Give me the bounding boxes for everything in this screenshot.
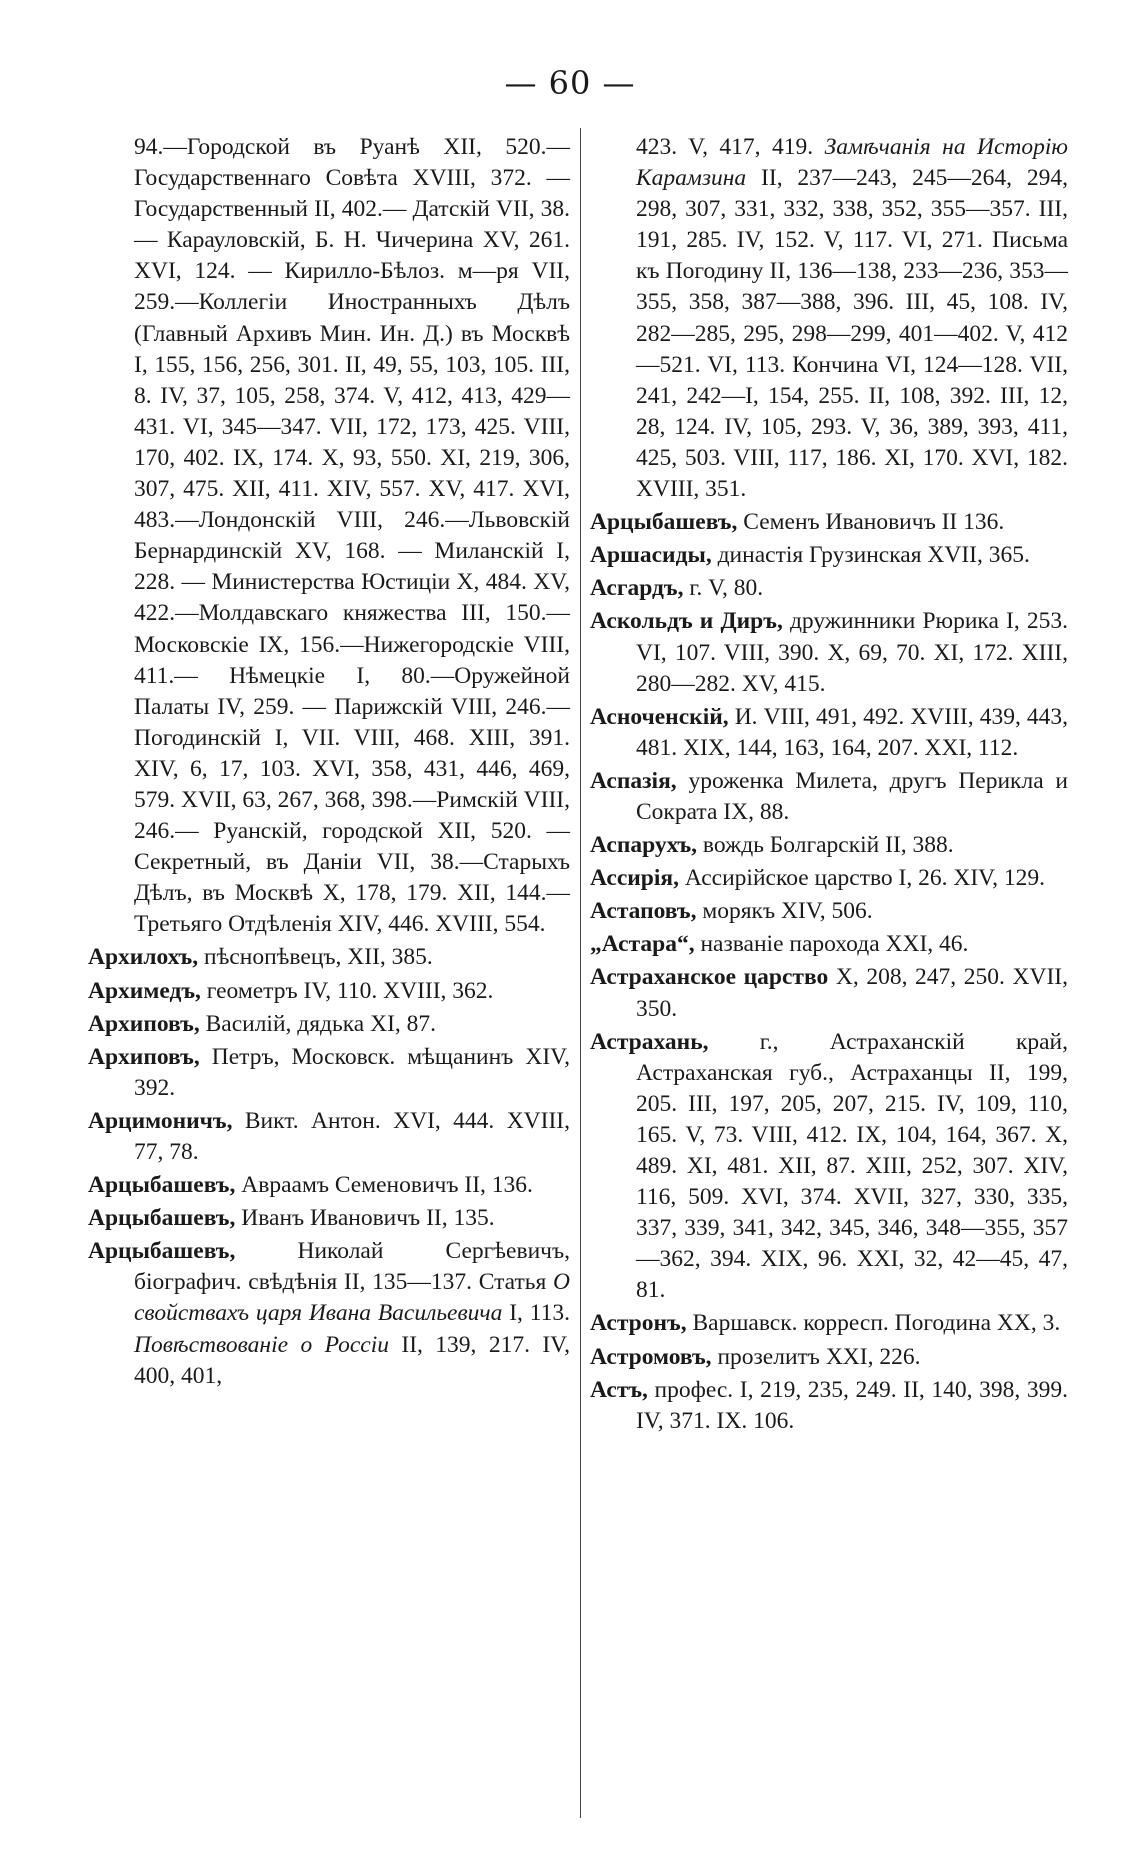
index-entry: [590, 1027, 1068, 1307]
entry-headword: Арцыбашевъ,: [590, 509, 738, 536]
entry-text: Николай Сергѣевичъ, біографич. свѣдѣнія II, 135—137. Статья: [134, 1238, 570, 1296]
index-entry: [590, 1342, 1068, 1373]
entry-headword: „Астара“,: [590, 931, 695, 958]
entry-headword: Астаповъ,: [590, 898, 697, 925]
index-entry: [590, 896, 1068, 927]
index-entry-continuation: [590, 132, 1068, 505]
entry-headword: Астъ,: [590, 1376, 648, 1403]
entry-text: Ассирійское царство I, 26. XIV, 129.: [678, 865, 1045, 892]
entry-headword: Архимедъ,: [88, 977, 201, 1004]
index-entry: [590, 540, 1068, 571]
entry-text: 94.—Городской въ Руанѣ XII, 520.— Государственнаго Совѣта XVIII, 372. — Государственный II, 402.— Датскій VII, 38. — Карауловскій, Б. Н. Чичерина XV, 261. XVI, 124. — Кирилло-Бѣлоз. м—ря VII, 259.—Коллегіи Иностранныхъ Дѣлъ (Главный Архивъ Мин. Ин. Д.) въ Москвѣ I, 155, 156, 256, 301. II, 49, 55, 103, 105. III, 8. IV, 37, 105, 258, 374. V, 412, 413, 429—431. VI, 345—347. VII, 172, 173, 425. VIII, 170, 402. IX, 174. X, 93, 550. XI, 219, 306, 307, 475. XII, 411. XIV, 557. XV, 417. XVI, 483.—Лондонскій VIII, 246.—Львовскій Бернардинскій XV, 168. — Миланскій I, 228. — Министерства Юстиціи X, 484. XV, 422.—Молдавскаго княжества III, 150.—Московскіе IX, 156.—Нижегородскіе VIII, 411.— Нѣмецкіе I, 80.—Оружейной Палаты IV, 259. — Парижскій VIII, 246.—Погодинскій I, VII. VIII, 468. XIII, 391. XIV, 6, 17, 103. XVI, 358, 431, 446, 469, 579. XVII, 63, 267, 368, 398.—Римскій VIII, 246.— Руанскій, городской XII, 520. — Секретный, въ Даніи VII, 38.—Старыхъ Дѣлъ, въ Москвѣ X, 178, 179. XII, 144.—Третьяго Отдѣленія XIV, 446. XVIII, 554.: [134, 134, 570, 938]
entry-work-title: Замѣчанія на Исторію Карамзина: [636, 134, 1068, 192]
entry-headword: Арцыбашевъ,: [88, 1172, 236, 1199]
index-entry: [590, 766, 1068, 828]
index-entry: [590, 962, 1068, 1024]
entry-text: Викт. Антон. XVI, 444. XVIII, 77, 78.: [134, 1107, 570, 1165]
index-entry: [88, 1106, 570, 1168]
entry-headword: Асноченскій,: [590, 703, 729, 730]
index-entry: [590, 507, 1068, 538]
entry-headword: Арцыбашевъ,: [88, 1205, 236, 1232]
entry-headword: Архиповъ,: [88, 1043, 200, 1070]
entry-text: г. V, 80.: [683, 575, 764, 602]
index-entry: [88, 1170, 570, 1201]
entry-work-title: О свойствахъ царя Ивана Васильевича: [134, 1269, 570, 1327]
entry-headword: Астрахань,: [590, 1028, 709, 1055]
entry-headword: Астромовъ,: [590, 1343, 712, 1370]
entry-text: Василій, дядька XI, 87.: [199, 1010, 437, 1037]
entry-text: г., Астраханскій край, Астраханская губ., Астраханцы II, 199, 205. III, 197, 205, 207, 215. IV, 109, 110, 165. V, 73. VIII, 412. IX, 104, 164, 367. X, 489. XI, 481. XII, 87. XIII, 252, 307. XIV, 116, 509. XVI, 374. XVII, 327, 330, 335, 337, 339, 341, 342, 345, 346, 348—355, 357—362, 394. XIX, 96. XXI, 32, 42—45, 47, 81.: [636, 1028, 1068, 1304]
entry-text: Варшавск. корресп. Погодина XX, 3.: [686, 1310, 1061, 1337]
column-divider: [580, 128, 581, 1818]
entry-text: 423. V, 417, 419.: [636, 134, 825, 160]
entry-text: профес. I, 219, 235, 249. II, 140, 398, 399. IV, 371. IX. 106.: [636, 1376, 1068, 1434]
entry-text: I, 113.: [502, 1300, 570, 1327]
entry-headword: Асгардъ,: [590, 575, 684, 602]
index-entry: [590, 863, 1068, 894]
entry-text: дружинники Рюрика I, 253. VI, 107. VIII, 390. X, 69, 70. XI, 172. XIII, 280—282. XV, 415.: [636, 608, 1068, 697]
entry-text: Авраамъ Семеновичъ II, 136.: [235, 1172, 533, 1199]
entry-headword: Астраханское царство: [590, 964, 829, 991]
entry-text: Семенъ Ивановичъ II 136.: [737, 509, 1005, 536]
entry-headword: Ассирія,: [590, 865, 679, 892]
page-number: — 60 —: [504, 64, 636, 102]
left-column: [88, 132, 570, 1394]
index-entry-continuation: [88, 132, 570, 940]
index-entry: [88, 1236, 570, 1391]
entry-text: И. VIII, 491, 492. XVIII, 439, 443, 481. XIX, 144, 163, 164, 207. XXI, 112.: [636, 703, 1068, 761]
entry-headword: Аршасиды,: [590, 542, 712, 569]
entry-headword: Аскольдъ и Диръ,: [590, 608, 783, 635]
entry-text: названіе парохода XXI, 46.: [694, 931, 969, 958]
entry-text: II, 139, 217. IV, 400, 401,: [134, 1331, 570, 1389]
entry-headword: Архиповъ,: [88, 1010, 200, 1037]
entry-text: геометръ IV, 110. XVIII, 362.: [200, 977, 494, 1004]
entry-text: морякъ XIV, 506.: [696, 898, 873, 925]
entry-text: Петръ, Московск. мѣщанинъ XIV, 392.: [134, 1043, 570, 1101]
index-entry: [590, 830, 1068, 861]
index-entry: [590, 929, 1068, 960]
index-entry: [88, 1203, 570, 1234]
index-entry: [88, 942, 570, 973]
index-entry: [590, 1308, 1068, 1339]
index-entry: [590, 606, 1068, 699]
entry-headword: Арцимоничъ,: [88, 1107, 233, 1134]
entry-text: вождь Болгарскій II, 388.: [697, 832, 954, 859]
index-entry: [88, 976, 570, 1007]
entry-headword: Аспарухъ,: [590, 832, 698, 859]
entry-headword: Архилохъ,: [88, 944, 199, 971]
entry-text: прозелитъ XXI, 226.: [711, 1343, 921, 1370]
index-entry: [88, 1042, 570, 1104]
index-entry: [590, 1375, 1068, 1437]
index-entry: [590, 573, 1068, 604]
entry-headword: Аспазія,: [590, 767, 677, 794]
index-entry: [590, 702, 1068, 764]
entry-text: II, 237—243, 245—264, 294, 298, 307, 331, 332, 338, 352, 355—357. III, 191, 285. IV, 152. V, 117. VI, 271. Письма къ Погодину II, 136—138, 233—236, 353—355, 358, 387—388, 396. III, 45, 108. IV, 282—285, 295, 298—299, 401—402. V, 412—521. VI, 113. Кончина VI, 124—128. VII, 241, 242—I, 154, 255. II, 108, 392. III, 12, 28, 124. IV, 105, 293. V, 36, 389, 393, 411, 425, 503. VIII, 117, 186. XI, 170. XVI, 182. XVIII, 351.: [636, 165, 1068, 503]
entry-text: X, 208, 247, 250. XVII, 350.: [636, 964, 1068, 1022]
entry-headword: Арцыбашевъ,: [88, 1238, 236, 1265]
entry-text: династія Грузинская XVII, 365.: [711, 542, 1030, 569]
index-entry: [88, 1009, 570, 1040]
entry-text: Иванъ Ивановичъ II, 135.: [235, 1205, 495, 1232]
entry-text: уроженка Милета, другъ Перикла и Сократа IX, 88.: [636, 767, 1068, 825]
entry-text: пѣснопѣвецъ, XII, 385.: [198, 944, 433, 971]
entry-headword: Астронъ,: [590, 1310, 687, 1337]
entry-work-title: Повѣствованіе о Россіи: [134, 1331, 389, 1358]
right-column: [590, 132, 1068, 1439]
